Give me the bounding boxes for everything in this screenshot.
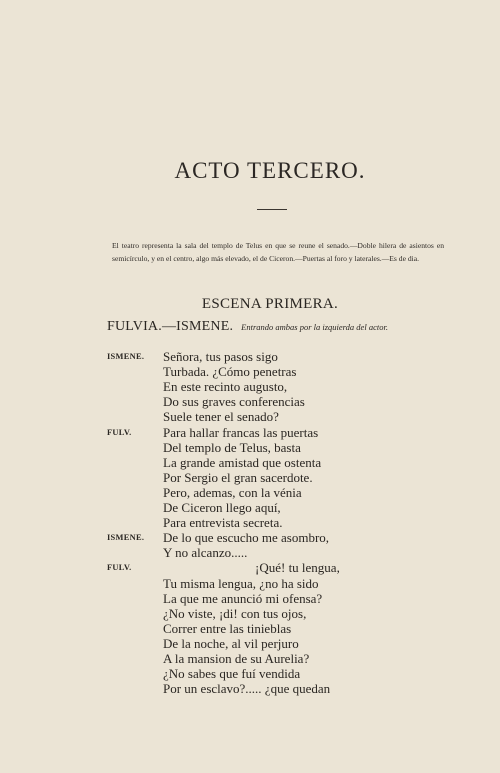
verse-line	[107, 576, 407, 591]
verse-text: De lo que escucho me asombro,	[163, 530, 330, 546]
verse-text: Para hallar francas las puertas	[163, 424, 319, 440]
verse-block	[107, 349, 407, 700]
verse-text: ¡Qué! tu lengua,	[255, 560, 340, 576]
verse-line	[107, 606, 407, 621]
verse-text: Del templo de Telus, basta	[163, 439, 301, 455]
verse-line	[107, 545, 407, 560]
verse-line	[107, 500, 407, 515]
verse-text: A la mansion de su Aurelia?	[163, 651, 310, 666]
verse-text: Tu misma lengua, ¿no ha sido	[163, 575, 319, 591]
verse-line	[107, 651, 407, 666]
scene-characters	[107, 317, 447, 335]
verse-line	[107, 425, 407, 440]
verse-line	[107, 455, 407, 470]
verse-line	[107, 560, 407, 575]
verse-text: Para entrevista secreta.	[163, 515, 283, 531]
character-names: FULVIA.—ISMENE.	[107, 319, 234, 334]
verse-text: En este recinto augusto,	[163, 379, 288, 395]
speaker-name: ISMENE.	[107, 352, 145, 361]
speaker-name: FULV.	[107, 563, 132, 573]
verse-text: ¿No sabes que fuí vendida	[163, 666, 301, 682]
verse-line	[107, 621, 407, 636]
verse-text: Por Sergio el gran sacerdote.	[163, 469, 313, 485]
verse-line	[107, 636, 407, 651]
verse-text: Por un esclavo?..... ¿que quedan	[163, 681, 331, 697]
verse-line	[107, 349, 407, 364]
entrance-direction: Entrando ambas por la izquierda del actor.	[241, 322, 388, 332]
verse-line	[107, 515, 407, 530]
verse-text: Y no alcanzo.....	[163, 545, 248, 561]
verse-line	[107, 379, 407, 394]
verse-text: De Ciceron llego aquí,	[163, 500, 281, 515]
speaker-name: FULV.	[107, 427, 132, 437]
verse-line	[107, 364, 407, 379]
verse-text: Señora, tus pasos sigo	[163, 349, 278, 364]
verse-line	[107, 591, 407, 606]
title-divider	[257, 209, 287, 210]
verse-text: Do sus graves conferencias	[163, 394, 305, 410]
verse-line	[107, 485, 407, 500]
verse-line	[107, 681, 407, 696]
verse-text: La grande amistad que ostenta	[163, 454, 322, 470]
verse-text: Turbada. ¿Cómo penetras	[163, 364, 297, 380]
verse-text: Pero, ademas, con la vénia	[163, 484, 302, 500]
verse-text: Suele tener el senado?	[163, 409, 279, 425]
verse-text: Correr entre las tinieblas	[163, 620, 292, 636]
act-title: ACTO TERCERO.	[174, 158, 366, 183]
speaker-name: ISMENE.	[107, 533, 145, 543]
scene-title: ESCENA PRIMERA.	[201, 296, 339, 312]
verse-line	[107, 394, 407, 409]
verse-text: De la noche, al vil perjuro	[163, 635, 299, 651]
verse-text: ¿No viste, ¡di! con tus ojos,	[163, 605, 307, 621]
verse-line	[107, 530, 407, 545]
verse-line	[107, 470, 407, 485]
verse-line	[107, 440, 407, 455]
stage-direction: El teatro representa la sala del templo de Telus en que se reune el senado.—Doble hilera de asientos en semicírculo, y en el centro, algo más elevado, el de Ciceron.—Puertas al foro y laterales.—Es de dia.	[112, 241, 444, 263]
verse-line	[107, 666, 407, 681]
verse-text: La que me anunció mi ofensa?	[163, 590, 323, 606]
verse-line	[107, 409, 407, 424]
